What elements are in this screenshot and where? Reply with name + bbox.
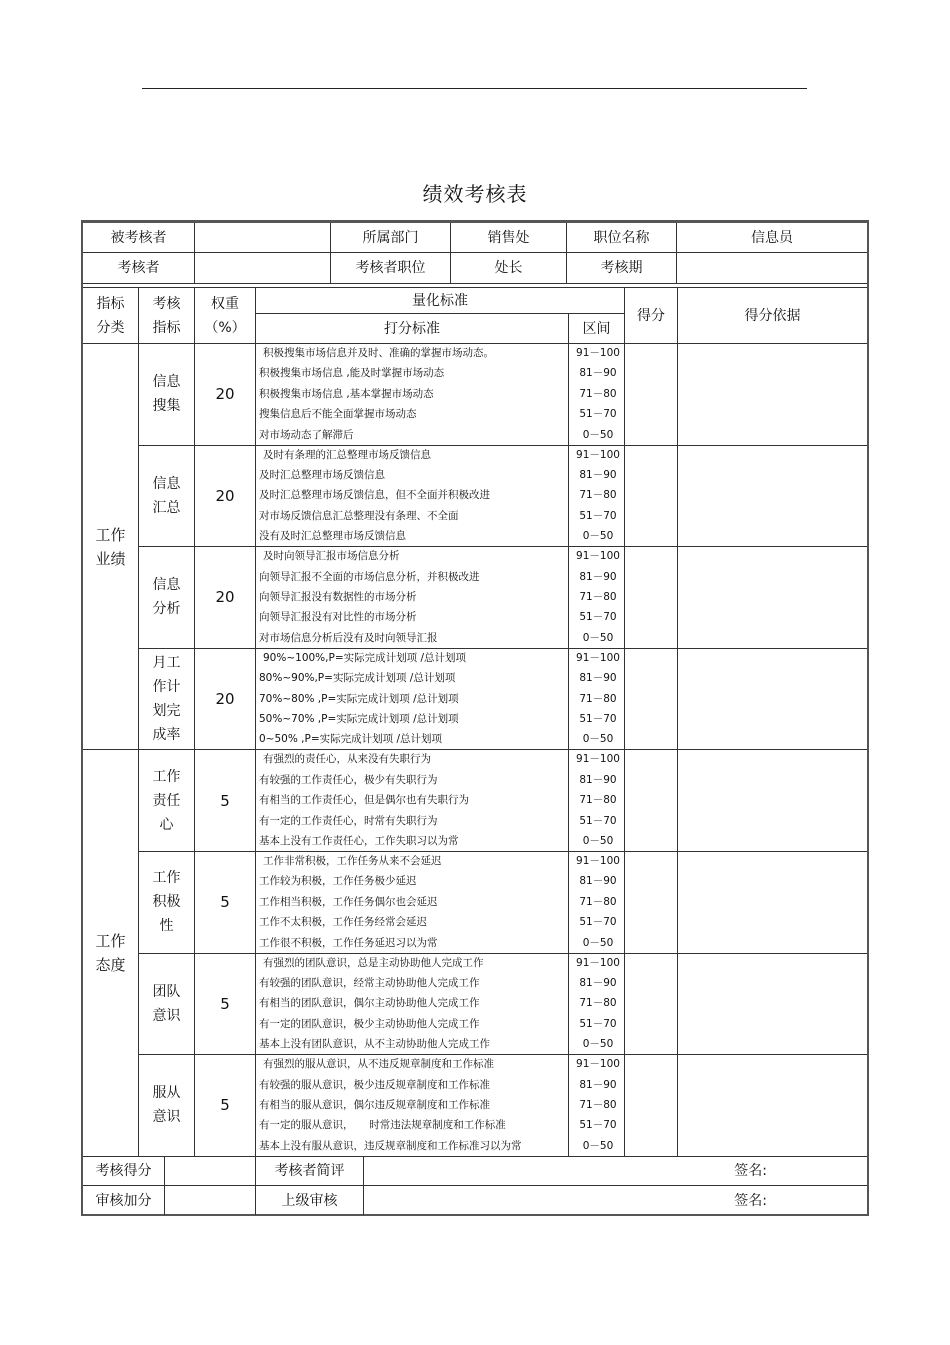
range-value: 0－50	[582, 530, 614, 543]
criteria-line: 有强烈的责任心，从来没有失职行为	[263, 753, 431, 766]
range-value: 71－80	[579, 895, 617, 908]
criteria-line: 对市场信息分析后没有及时向领导汇报	[259, 631, 438, 644]
indicator-name-text: 月工	[152, 655, 181, 672]
period-value[interactable]	[677, 253, 867, 284]
indicator-name-cell	[139, 649, 195, 751]
sign-label-2: 签名:	[734, 1192, 767, 1209]
indicator-name-text: 汇总	[152, 499, 181, 516]
basis-input-cell[interactable]	[678, 649, 867, 751]
range-value: 0－50	[582, 428, 614, 441]
reviewer-value[interactable]	[195, 253, 331, 284]
range-value: 51－70	[579, 916, 617, 929]
col-scoring: 打分标准	[256, 314, 569, 344]
reviewee-value[interactable]	[195, 223, 331, 253]
range-value: 91－100	[576, 448, 620, 461]
comment-label: 考核者简评	[256, 1157, 364, 1186]
criteria-line: 工作非常积极，工作任务从来不会延迟	[263, 855, 442, 867]
criteria-line: 搜集信息后不能全面掌握市场动态	[259, 408, 417, 421]
dept-label: 所属部门	[331, 223, 451, 253]
score-input-cell[interactable]	[625, 852, 678, 954]
range-value: 91－100	[576, 1058, 620, 1071]
col-range: 区间	[569, 314, 625, 344]
score-input-cell[interactable]	[625, 1055, 678, 1157]
criteria-line: 有相当的服从意识，偶尔违反规章制度和工作标准	[259, 1099, 490, 1111]
category-cell	[83, 750, 139, 1156]
position-value[interactable]: 信息员	[677, 223, 867, 253]
range-value: 81－90	[579, 367, 617, 380]
criteria-line: 工作很不积极，工作任务延迟习以为常	[259, 936, 438, 949]
indicator-name-text: 积极	[152, 894, 181, 911]
criteria-line: 有较强的团队意识，经常主动协助他人完成工作	[259, 977, 480, 989]
indicator-name-cell	[139, 954, 195, 1056]
category-text: 工作	[95, 932, 126, 951]
indicator-name-text: 信息	[152, 374, 181, 391]
range-value: 81－90	[579, 469, 617, 481]
weight-cell: 20	[195, 446, 256, 548]
range-value: 91－100	[576, 855, 620, 867]
range-value: 91－100	[576, 753, 620, 766]
superior-label: 上级审核	[256, 1186, 364, 1215]
col-indicator	[139, 288, 195, 344]
criteria-line: 向领导汇报没有对比性的市场分析	[259, 611, 417, 624]
indicator-name-text: 团队	[152, 983, 181, 1000]
range-value: 0－50	[582, 1038, 614, 1051]
score-input-cell[interactable]	[625, 954, 678, 1056]
score-value[interactable]	[165, 1157, 256, 1186]
range-value: 71－80	[579, 1099, 617, 1111]
col-weight-line1: 权重	[211, 295, 239, 312]
range-value: 91－100	[576, 550, 620, 563]
range-value: 71－80	[579, 489, 617, 502]
criteria-line: 基本上没有服从意识，违反规章制度和工作标准习以为常	[259, 1139, 522, 1152]
range-value: 51－70	[579, 408, 617, 421]
range-value: 91－100	[576, 347, 620, 359]
criteria-line: 80%~90%,P=实际完成计划项 /总计划项	[259, 672, 456, 685]
reviewer-label: 考核者	[83, 253, 195, 284]
col-quant: 量化标准	[256, 288, 625, 314]
indicator-name-cell	[139, 852, 195, 954]
col-category	[83, 288, 139, 344]
basis-input-cell[interactable]	[678, 446, 867, 548]
range-value: 81－90	[579, 672, 617, 685]
criteria-line: 工作不太积极，工作任务经常会延迟	[259, 916, 427, 929]
criteria-line: 90%~100%,P=实际完成计划项 /总计划项	[263, 651, 466, 664]
criteria-line: 有相当的团队意识，偶尔主动协助他人完成工作	[259, 997, 480, 1010]
indicator-name-text: 划完	[152, 703, 181, 720]
criteria-line: 对市场反馈信息汇总整理没有条理、不全面	[259, 509, 459, 522]
reviewer-position-value[interactable]: 处长	[451, 253, 567, 284]
basis-input-cell[interactable]	[678, 954, 867, 1056]
range-value: 91－100	[576, 956, 620, 969]
weight-cell: 20	[195, 547, 256, 649]
category-text: 工作	[95, 525, 126, 544]
weight-cell: 5	[195, 852, 256, 954]
bonus-value[interactable]	[165, 1186, 256, 1215]
range-value: 51－70	[579, 611, 617, 624]
range-value: 81－90	[579, 1078, 617, 1091]
page-title: 绩效考核表	[422, 182, 528, 206]
indicator-name-text: 作计	[152, 679, 181, 696]
weight-cell: 20	[195, 344, 256, 446]
criteria-line: 有相当的工作责任心，但是偶尔也有失职行为	[259, 794, 469, 807]
criteria-line: 积极搜集市场信息并及时、准确的掌握市场动态。	[263, 347, 494, 359]
criteria-line: 70%~80% ,P=实际完成计划项 /总计划项	[259, 692, 459, 705]
indicator-name-text: 服从	[152, 1085, 181, 1102]
indicator-name-text: 性	[159, 918, 174, 935]
criteria-line: 没有及时汇总整理市场反馈信息	[259, 530, 406, 543]
superior-field[interactable]	[364, 1186, 867, 1215]
criteria-line: 有较强的服从意识，极少违反规章制度和工作标准	[259, 1078, 490, 1091]
range-value: 71－80	[579, 387, 617, 400]
indicator-name-text: 工作	[152, 768, 181, 785]
range-value: 51－70	[579, 1119, 617, 1132]
range-value: 91－100	[576, 651, 620, 664]
dept-value[interactable]: 销售处	[451, 223, 567, 253]
indicator-name-text: 信息	[152, 475, 181, 492]
bonus-label: 审核加分	[83, 1186, 165, 1215]
criteria-line: 有一定的团队意识，极少主动协助他人完成工作	[259, 1017, 480, 1030]
range-value: 0－50	[582, 733, 614, 746]
basis-input-cell[interactable]	[678, 750, 867, 852]
criteria-line: 积极搜集市场信息 ,能及时掌握市场动态	[259, 367, 445, 380]
range-value: 71－80	[579, 997, 617, 1010]
criteria-line: 有强烈的服从意识，从不违反规章制度和工作标准	[263, 1058, 494, 1071]
indicator-name-text: 工作	[152, 870, 181, 887]
indicator-name-text: 意识	[152, 1007, 181, 1024]
indicator-name-text: 成率	[152, 727, 181, 744]
comment-field[interactable]	[364, 1157, 867, 1186]
score-input-cell[interactable]	[625, 344, 678, 446]
sign-label-1: 签名:	[734, 1163, 767, 1179]
basis-input-cell[interactable]	[678, 344, 867, 446]
range-value: 81－90	[579, 977, 617, 989]
col-indicator-line2: 指标	[152, 319, 181, 336]
criteria-line: 及时向领导汇报市场信息分析	[263, 550, 400, 563]
range-value: 0－50	[582, 631, 614, 644]
indicator-name-text: 心	[159, 816, 174, 833]
range-value: 51－70	[579, 713, 617, 725]
basis-input-cell[interactable]	[678, 852, 867, 954]
criteria-line: 基本上没有工作责任心，工作失职习以为常	[259, 835, 459, 847]
indicator-name-text: 意识	[152, 1109, 181, 1126]
col-indicator-line1: 考核	[152, 295, 181, 312]
indicator-name-cell	[139, 1055, 195, 1157]
basis-input-cell[interactable]	[678, 1055, 867, 1157]
weight-cell: 5	[195, 1055, 256, 1157]
score-input-cell[interactable]	[625, 547, 678, 649]
criteria-line: 及时汇总整理市场反馈信息	[259, 469, 385, 481]
col-weight	[195, 288, 256, 344]
position-label: 职位名称	[567, 223, 677, 253]
range-value: 81－90	[579, 773, 617, 786]
indicator-name-text: 信息	[152, 577, 181, 594]
col-category-line1: 指标	[96, 295, 125, 312]
col-score: 得分	[625, 288, 678, 344]
criteria-line: 及时有条理的汇总整理市场反馈信息	[263, 448, 431, 461]
category-text: 态度	[95, 956, 126, 975]
category-text: 业绩	[95, 549, 126, 568]
range-value: 81－90	[579, 570, 617, 583]
range-value: 0－50	[582, 835, 614, 847]
range-value: 81－90	[579, 875, 617, 888]
range-value: 51－70	[579, 509, 617, 522]
criteria-line: 对市场动态了解滞后	[259, 428, 354, 441]
col-category-line2: 分类	[96, 319, 125, 336]
criteria-line: 及时汇总整理市场反馈信息，但不全面并积极改进	[259, 489, 490, 502]
top-rule	[142, 88, 807, 89]
criteria-line: 有一定的服从意识， 时常违法规章制度和工作标准	[259, 1119, 506, 1132]
criteria-line: 向领导汇报不全面的市场信息分析，并积极改进	[259, 570, 480, 583]
criteria-line: 有一定的工作责任心，时常有失职行为	[259, 814, 438, 827]
weight-cell: 5	[195, 954, 256, 1056]
indicator-name-cell	[139, 547, 195, 649]
criteria-line: 积极搜集市场信息 ,基本掌握市场动态	[259, 387, 434, 400]
criteria-line: 0~50% ,P=实际完成计划项 /总计划项	[259, 733, 442, 746]
criteria-line: 有强烈的团队意识，总是主动协助他人完成工作	[263, 956, 484, 969]
range-value: 71－80	[579, 692, 617, 705]
criteria-line: 50%~70% ,P=实际完成计划项 /总计划项	[259, 713, 459, 725]
category-cell	[83, 344, 139, 750]
criteria-line: 有较强的工作责任心，极少有失职行为	[259, 773, 438, 786]
basis-input-cell[interactable]	[678, 547, 867, 649]
range-value: 0－50	[582, 936, 614, 949]
criteria-line: 向领导汇报没有数据性的市场分析	[259, 591, 417, 603]
range-value: 71－80	[579, 591, 617, 603]
indicator-name-text: 搜集	[152, 398, 181, 415]
reviewer-position-label: 考核者职位	[331, 253, 451, 284]
weight-cell: 5	[195, 750, 256, 852]
score-input-cell[interactable]	[625, 446, 678, 548]
indicator-name-cell	[139, 446, 195, 548]
criteria-line: 工作相当积极，工作任务偶尔也会延迟	[259, 895, 438, 908]
period-label: 考核期	[567, 253, 677, 284]
range-value: 51－70	[579, 814, 617, 827]
score-input-cell[interactable]	[625, 649, 678, 751]
range-value: 71－80	[579, 794, 617, 807]
appraisal-table	[81, 220, 869, 1216]
indicator-name-text: 分析	[152, 601, 181, 618]
score-label: 考核得分	[83, 1157, 165, 1186]
range-value: 0－50	[582, 1139, 614, 1152]
range-value: 51－70	[579, 1017, 617, 1030]
weight-cell: 20	[195, 649, 256, 751]
criteria-line: 基本上没有团队意识，从不主动协助他人完成工作	[259, 1038, 490, 1051]
score-input-cell[interactable]	[625, 750, 678, 852]
indicator-name-cell	[139, 344, 195, 446]
indicator-name-text: 责任	[152, 792, 181, 809]
indicator-name-cell	[139, 750, 195, 852]
col-weight-line2: （%）	[204, 319, 246, 336]
criteria-line: 工作较为积极，工作任务极少延迟	[259, 875, 417, 888]
reviewee-label: 被考核者	[83, 223, 195, 253]
col-basis: 得分依据	[678, 288, 867, 344]
